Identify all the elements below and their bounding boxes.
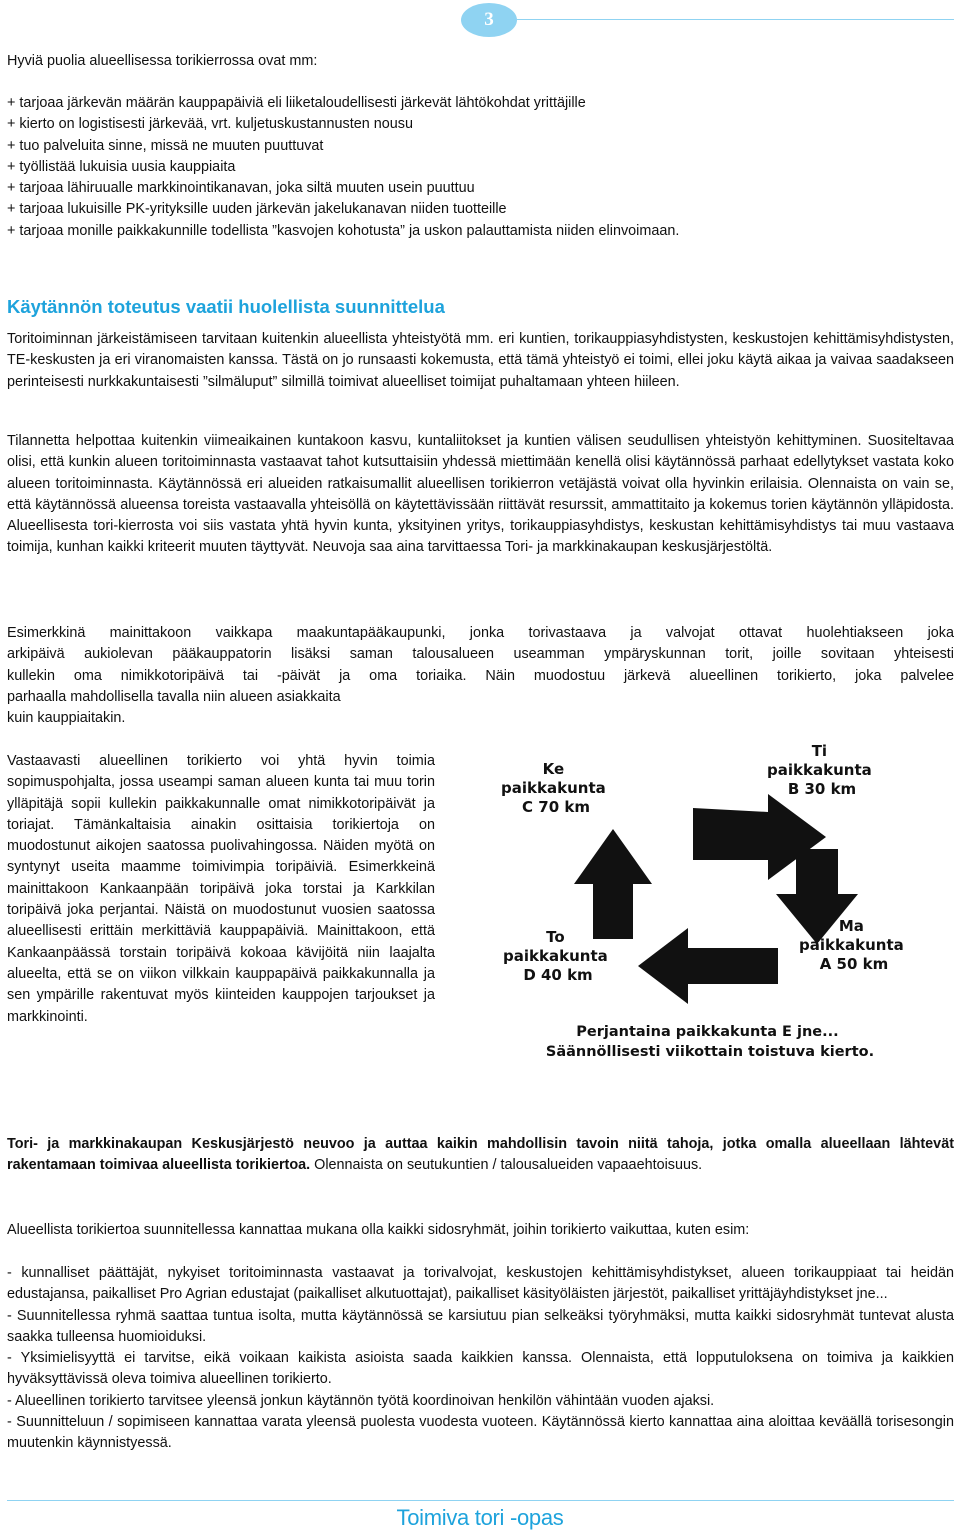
list-item: + tarjoaa monille paikkakunnille todellista ”kasvojen kohotusta” ja uskon palauttamista niiden elinvoimaan. [7, 222, 680, 239]
list-item: + tarjoaa järkevän määrän kauppapäiviä eli liiketaloudellisesti järkevät lähtökohdat yrittäjille [7, 95, 586, 111]
top-rule [517, 19, 954, 20]
cycle-arrow-left-icon [638, 928, 778, 1004]
cycle-arrow-up-icon [574, 829, 652, 939]
footer-title: Toimiva tori -opas [396, 1505, 564, 1530]
section-heading: Käytännön toteutus vaatii huolellista suunnittelua [7, 296, 445, 317]
list-item: + tuo palveluita sinne, missä ne muuten puuttuvat [7, 137, 324, 154]
paragraph-central-org [7, 1134, 954, 1177]
considerations-list [7, 1263, 954, 1455]
market-rotation-diagram [478, 734, 958, 1074]
bottom-rule [7, 1500, 954, 1501]
paragraph-cooperation: Toritoiminnan järkeistämiseen tarvitaan kuitenkin alueellista yhteistyötä mm. eri kuntien, torikauppiasyhdistysten, keskustojen kehittämisyhdistysten, TE-keskusten ja eri viranomaisten kanssa. Tästä on jo runsaasti kokemusta, että tämä yhteistyö ei toimi, ellei joku käytä aikaa ja vaivaa saadakseen perinteisesti nurkkakuntaisesti ”silmäluput” silmillä toimivat alueelliset toimijat puhaltamaan yhteen hiileen. [7, 331, 954, 390]
page-number-badge: 3 [461, 3, 517, 37]
diagram-node-tuesday: Ti paikkakunta B 30 km [767, 742, 872, 798]
paragraph-example-capital [7, 623, 954, 729]
list-item: - Yksimielisyyttä ei tarvitse, eikä voikaan kaikista asioista saada kaikkien kanssa. Olennaista, että lopputuloksena on toimiva ja kaikkien hyväksyttävissä oleva toimiva alueellinen torikierto. [7, 1350, 954, 1388]
paragraph-line: parhaalla mahdollisella tavalla niin alueen asiakkaita [7, 688, 341, 705]
paragraph-agreement-based: Vastaavasti alueellinen torikierto voi yhtä hyvin toimia sopimuspohjalta, jossa useampi saman alueen kunta tai muu torin ylläpitäjä sopii kullekin paikkakunnalle omat nimikkotoripäivät ja toriajat. Tämänkaltaisia ainakin osittaisia torikiertoja on muodostunut aikojen saatossa puolivahingossa. Näiden myötä on syntynyt useita maamme toimivimpia toripäiviä. Esimerkkeinä mainittakoon Kankaanpään toripäivä joka torstai ja Karkkilan toripäivä joka perjantai. Näistä on muodostunut vuosien saatossa alueellisesti erittäin merkittäviä kauppapäiviä. Mainittakoon, että Kankaanpäässä torstain toripäivä kokoaa kävijöitä niin laajalta alueelta, että se on viikon vilkkain kauppapäivä paikkakunnalla ja sen ympärille rakentuvat myös kiinteiden kauppojen tarjoukset ja markkinointi. [7, 753, 435, 1025]
list-item: + työllistää lukuisia uusia kauppiaita [7, 158, 236, 175]
paragraph-line: arkipäivä aukiolevan pääkauppatorin lisäksi saman talousalueen useamman ympäryskunnan torit, joille sovitaan yhteisesti [7, 646, 954, 663]
list-item: + kierto on logistisesti järkevää, vrt. kuljetuskustannusten nousu [7, 116, 413, 133]
bold-statement: Tori- ja markkinakaupan Keskusjärjestö neuvoo ja auttaa kaikin mahdollisin tavoin niitä tahoja, jotka omalla alueellaan lähtevät rakentamaan toimivaa alueellista torikiertoa. [7, 1136, 954, 1174]
paragraph-line: kullekin oma nimikkotoripäivä tai -päivät ja oma toriaika. Näin muodostuu järkevä alueellinen torikierto, joka palvelee [7, 667, 954, 684]
list-item: + tarjoaa lukuisille PK-yrityksille uuden järkevän jakelukanavan niiden tuotteille [7, 201, 507, 218]
paragraph-stakeholders: Alueellista torikiertoa suunnitellessa kannattaa mukana olla kaikki sidosryhmät, joihin torikierto vaikuttaa, kuten esim: [7, 1222, 750, 1238]
list-item: - kunnalliset päättäjät, nykyiset toritoiminnasta vastaavat ja torivalvojat, keskustojen kehittämisyhdistykset, alueen torikauppiaat tai heidän edustajansa, paikalliset Pro Agrian edustajat (paikalliset alkutuottajat), paikalliset käsityöläisten järjestöt, paikalliset yrittäjäyhdistykset jne... [7, 1265, 954, 1303]
paragraph-line: kuin kauppiaitakin. [7, 710, 126, 727]
statement-continuation: Olennaista on seutukuntien / talousalueiden vapaaehtoisuus. [310, 1157, 703, 1174]
list-item: - Alueellinen torikierto tarvitsee yleensä jonkun käytännön työtä koordinoivan henkilön vähintään vuoden ajaksi. [7, 1392, 715, 1409]
paragraph-line: Esimerkkinä mainittakoon vaikkapa maakuntapääkaupunki, jonka torivastaava ja valvojat ottavat huolehtiakseen joka [7, 625, 954, 641]
intro-text: Hyviä puolia alueellisessa torikierrossa ovat mm: [7, 53, 318, 69]
list-item: + tarjoaa lähiruualle markkinointikanavan, joka siltä muuten usein puuttuu [7, 180, 475, 197]
diagram-node-wednesday: Ke paikkakunta C 70 km [501, 760, 606, 816]
list-item: - Suunnitellessa ryhmä saattaa tuntua isolta, mutta käytännössä se karsiutuu pian selkeäksi työryhmäksi, mutta kaikki sidosryhmät tuntevat alusta saakka tulleensa huomioiduksi. [7, 1307, 954, 1345]
paragraph-municipal-growth: Tilannetta helpottaa kuitenkin viimeaikainen kuntakoon kasvu, kuntaliitokset ja kuntien välisen seudullisen yhteistyön kehittyminen. Suositeltavaa olisi, että kunkin alueen toritoiminnasta vastaavat tahot kutsuttaisiin yhdessä miettimään kenellä olisi käytännössä parhaat edellytykset vastata koko alueen toritoiminnasta. Käytännössä eri alueiden ratkaisumallit alueellisen torikierron vetäjästä voivat olla hyvinkin erilaisia. Olennaista on vain se, että käytännössä alueensa toreista vastaavalla yhteisöllä on käytettävissään riittävät resurssit, ammattitaito ja kokemus torien käytännön ylläpidosta. Alueellisesta tori-kierrosta voi siis vastata yhtä hyvin kunta, yksityinen yritys, torikauppiasyhdistys, keskustan kehittämisyhdistys tai muu vastaava toimija, kunhan kaikki kriteerit muuten täyttyvät. Neuvoja saa aina tarvittaessa Tori- ja markkinakaupan keskusjärjestöltä. [7, 433, 954, 556]
diagram-node-thursday: To paikkakunta D 40 km [503, 928, 608, 984]
diagram-caption: Perjantaina paikkakunta E jne... Säännöllisesti viikottain toistuva kierto. [545, 1024, 875, 1060]
diagram-node-monday: Ma paikkakunta A 50 km [799, 917, 904, 973]
advantages-list [7, 93, 954, 242]
list-item: - Suunnitteluun / sopimiseen kannattaa varata yleensä puolesta vuodesta vuoteen. Käytännössä kierto kannattaa aina aloittaa keväällä torisesongin muutenkin käynnistyessä. [7, 1414, 954, 1452]
